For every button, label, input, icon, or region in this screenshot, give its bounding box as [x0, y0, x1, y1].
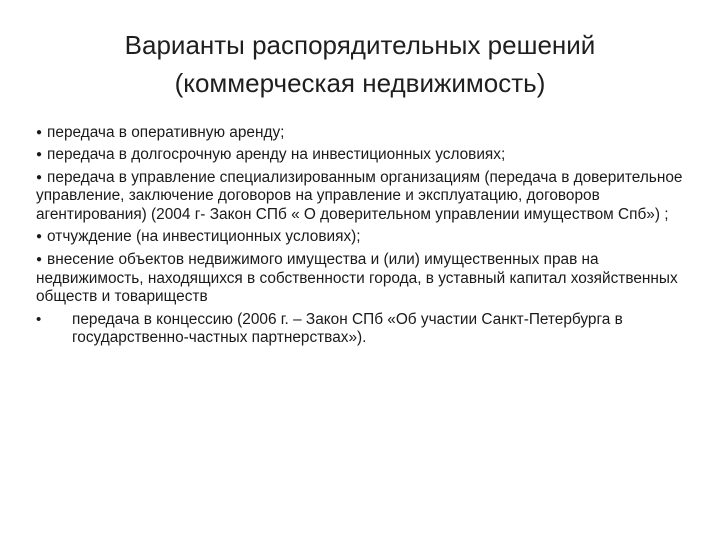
bullet-icon: ● — [36, 171, 43, 183]
list-item — [36, 311, 696, 349]
bullet-icon: • — [36, 310, 42, 328]
bullet-icon: ● — [36, 253, 43, 265]
list-item-text: отчуждение (на инвестиционных условиях); — [47, 228, 361, 246]
bullet-icon: ● — [36, 127, 43, 138]
bullet-list — [36, 124, 696, 348]
list-item-text: передача в оперативную аренду; — [47, 124, 285, 141]
title-line-2: (коммерческая недвижимость) — [174, 68, 546, 98]
list-item-text: передача в управление специализированным организациям (передача в доверительное управление, заключение договоров на управление и эксплуатацию, договоров агентирования) (2004 г- Закон СПб « О доверительном управлении имуществом Спб») ; — [36, 168, 683, 224]
list-item — [36, 146, 696, 165]
bullet-icon: ● — [36, 231, 43, 243]
title-line-1: Варианты распорядительных решений — [124, 30, 596, 60]
list-item — [36, 169, 696, 225]
slide-title — [40, 26, 680, 102]
bullet-icon: ● — [36, 149, 43, 161]
list-item-text: передача в долгосрочную аренду на инвестиционных условиях; — [47, 146, 506, 164]
list-item-text: передача в концессию (2006 г. – Закон СПб «Об участии Санкт-Петербурга в государственно-частных партнерствах»). — [72, 310, 623, 347]
list-item — [36, 251, 696, 307]
list-item-text: внесение объектов недвижимого имущества и (или) имущественных прав на недвижимость, находящихся в собственности города, в уставный капитал хозяйственных обществ и товариществ — [36, 250, 678, 306]
list-item — [36, 228, 696, 247]
list-item — [36, 124, 696, 143]
